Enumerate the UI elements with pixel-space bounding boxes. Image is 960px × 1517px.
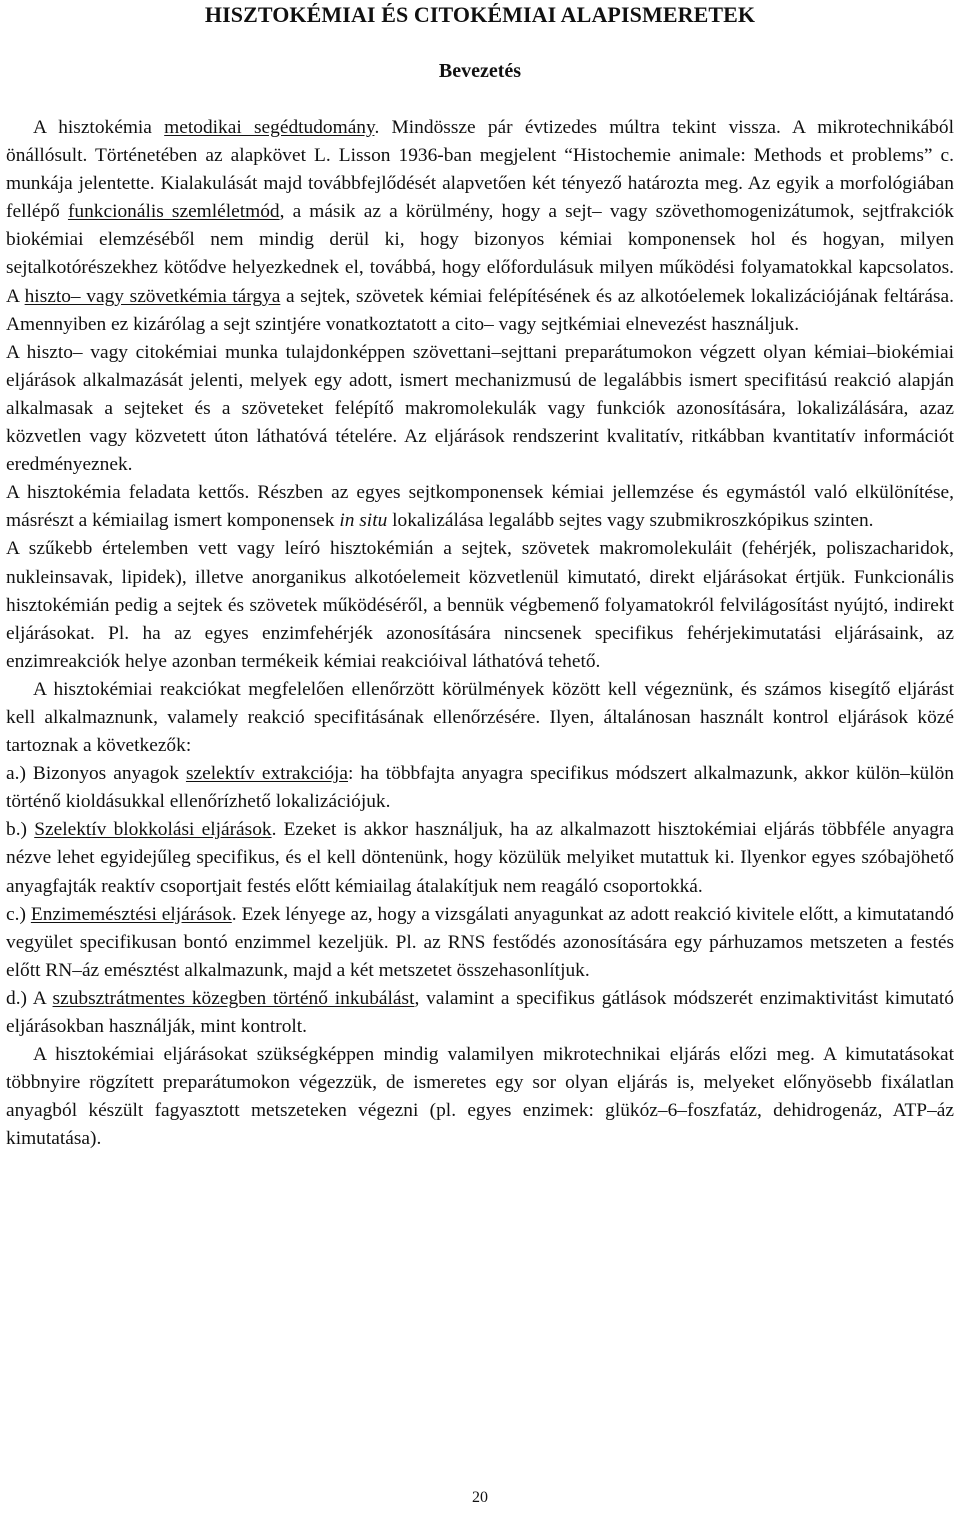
underlined-term: szubsztrátmentes közegben történő inkubálást bbox=[52, 987, 415, 1009]
text-run: , valamint a specifikus gátlások módszerét enzimaktivitást kimutató eljárásokban használják, mint kontrolt. bbox=[6, 987, 954, 1037]
section-heading: Bevezetés bbox=[438, 60, 522, 82]
text-run: . Ezek lényege az, hogy a vizsgálati anyagunkat az adott reakció kivitele előtt, a kimutatandó vegyület specifikusan bontó enzimmel kezeljük. Pl. az RNS festődés azonosítására egy párhuzamos metszeten a festés előtt RN–áz emésztést alkalmazunk, majd a két metszetet összehasonlítjuk. bbox=[6, 903, 954, 981]
text-run: A hisztokémia bbox=[33, 117, 165, 138]
paragraph-intro bbox=[6, 114, 954, 339]
underlined-term: metodikai segédtudomány bbox=[164, 117, 375, 138]
list-item-b bbox=[6, 816, 954, 900]
list-item-a bbox=[6, 760, 954, 816]
text-run: a.) Bizonyos anyagok bbox=[6, 763, 186, 785]
page-number: 20 bbox=[472, 1489, 488, 1506]
paragraph-descriptive-functional bbox=[6, 535, 954, 675]
paragraph-method-definition bbox=[6, 339, 954, 479]
text-run: b.) bbox=[6, 819, 35, 841]
underlined-term: hiszto– vagy szövetkémia tárgya bbox=[24, 285, 281, 307]
underlined-term: Enzimemésztési eljárások bbox=[30, 903, 232, 925]
list-item-d bbox=[6, 985, 954, 1041]
underlined-term: Szelektív blokkolási eljárások bbox=[34, 819, 272, 841]
underlined-term: funkcionális szemléletmód bbox=[67, 201, 280, 223]
text-run: , a másik az a körülmény, hogy a sejt– vagy szövethomogenizátumok, sejtfrakciók biokémiai elemzéséből nem mindig derül ki, hogy bizonyos kémiai komponensek hol és hogyan, milyen sejtalkotórészekhez kötődve helyezkednek el, továbbá, hogy előfordulásuk milyen működési folyamatokkal kapcsolatos. A bbox=[6, 201, 954, 307]
underlined-term: szelektív extrakciója bbox=[185, 763, 349, 785]
document-page bbox=[6, 0, 954, 1517]
text-run: A szűkebb értelemben vett vagy leíró hisztokémián a sejtek, szövetek makromolekuláit (fehérjék, poliszacharidok, nukleinsavak, lipidek), illetve anorganikus alkotóelemeit közvetlenül kimutató, direkt eljárásokat értjük. Funkcionális hisztokémián pedig a sejtek és szövetek működéséről, a bennük végbemenő folyamatokról felvilágosítást nyújtó, indirekt eljárásokat. Pl. ha az egyes enzimfehérjék azonosítására nincsenek specifikus fehérjekimutatási eljárásaink, az enzimreakciók helye azonban termékeik kémiai reakcióival láthatóvá tehető. bbox=[6, 538, 954, 672]
text-run: A hiszto– vagy citokémiai munka tulajdonképpen szövettani–sejttani preparátumokon végzett olyan kémiai–biokémiai eljárások alkalmazását jelenti, melyek egy adott, ismert mechanizmusú de legalábbis ismert specifitású reakció alapján alkalmasak a sejteket és a szöveteket felépítő makromolekulák vagy funkciók azonosítására, lokalizálására, azaz közvetlen vagy közvetett úton láthatóvá tételére. Az eljárások rendszerint kvalitatív, ritkábban kvantitatív információt eredményeznek. bbox=[6, 341, 954, 476]
italic-term: in situ bbox=[339, 510, 388, 532]
list-item-c bbox=[6, 901, 954, 985]
paragraph-task bbox=[6, 479, 954, 535]
body-text bbox=[6, 114, 954, 1153]
text-run: A hisztokémiai reakciókat megfelelően ellenőrzött körülmények között kell végeznünk, és számos kisegítő eljárást kell alkalmaznunk, valamely reakció specifitásának ellenőrzésére. Ilyen, általánosan használt kontrol eljárások közé tartoznak a következők: bbox=[6, 678, 954, 757]
paragraph-microtechnique bbox=[6, 1041, 954, 1153]
text-run: a sejtek, szövetek kémiai felépítésének és az alkotóelemek lokalizációjának feltárása. Amennyiben ez kizárólag a sejt szintjére vonatkoztatott a cito– vagy sejtkémiai elnevezést használjuk. bbox=[6, 285, 954, 335]
text-run: : ha többfajta anyagra specifikus módszert alkalmazunk, akkor külön–külön történő kioldásukkal ellenőrízhető lokalizációjuk. bbox=[6, 763, 954, 813]
text-run: . Mindössze pár évtizedes múltra tekint vissza. A mikrotechnikából önállósult. Történetében az alapkövet L. Lisson 1936-ban megjelent “Histochemie animale: Methods et problems” c. munkája jelentette. Kialakulását majd továbbfejlődését alapvetően két tényező határozta meg. Az egyik a morfológiában fellépő bbox=[6, 117, 954, 223]
text-run: d.) A bbox=[6, 987, 53, 1009]
text-run: . Ezeket is akkor használjuk, ha az alkalmazott hisztokémiai eljárás többféle anyagra nézve lehet egyidejűleg specifikus, és el kell döntenünk, hogy közülük melyiket mutattuk ki. Ilyenkor egyes szóbajöhető anyagfajták reaktív csoportjait festés előtt kémiailag átalakítjuk nem reagáló csoportokká. bbox=[6, 819, 954, 897]
text-run: A hisztokémiai eljárásokat szükségképpen mindig valamilyen mikrotechnikai eljárás előzi meg. A kimutatásokat többnyire rögzített preparátumokon végezzük, de ismeretes egy sor olyan eljárás is, melyeket előnyösebb fixálatlan anyagból készült fagyasztott metszeteken végezni (pl. egyes enzimek: glükóz–6–foszfatáz, dehidrogenáz, ATP–áz kimutatása). bbox=[6, 1044, 954, 1150]
text-run: c.) bbox=[6, 903, 31, 925]
text-run: lokalizálása legalább sejtes vagy szubmikroszkópikus szinten. bbox=[387, 510, 874, 532]
text-run: A hisztokémia feladata kettős. Részben az egyes sejtkomponensek kémiai jellemzése és egymástól való elkülönítése, másrészt a kémiailag ismert komponensek bbox=[6, 482, 954, 532]
document-title: HISZTOKÉMIAI ÉS CITOKÉMIAI ALAPISMERETEK bbox=[204, 2, 756, 27]
paragraph-control-procedures bbox=[6, 676, 954, 760]
